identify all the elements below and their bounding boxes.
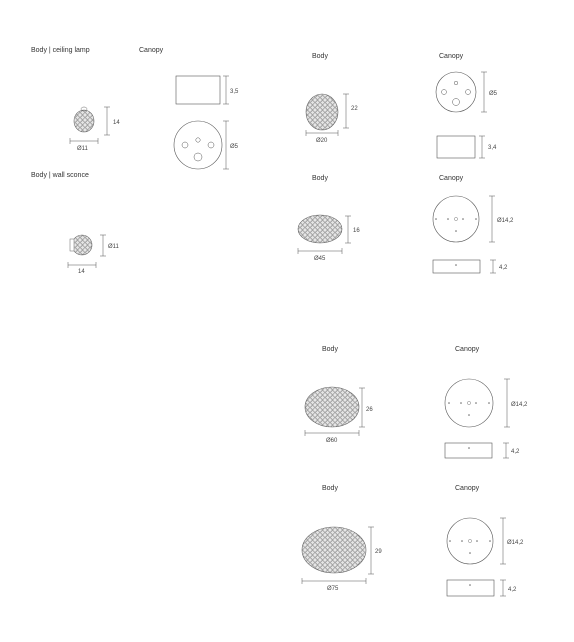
dim-diameter: Ø14,2 (497, 218, 514, 224)
lamp-body-shape (306, 94, 338, 130)
title-body-20: Body (312, 53, 328, 60)
dim-height: 29 (375, 549, 382, 555)
title-canopy-20: Canopy (439, 53, 464, 60)
dim-diameter: Ø5 (230, 144, 239, 150)
dim-diameter: Ø5 (489, 91, 498, 97)
dim-diameter: Ø20 (316, 138, 328, 144)
dim-height: 4,2 (511, 449, 520, 455)
title-body-ceiling-lamp: Body | ceiling lamp (31, 47, 90, 54)
canopy-side-view (437, 136, 475, 158)
canopy-side-view (433, 260, 480, 273)
dim-height: 4,2 (499, 265, 508, 271)
canopy-top-view (436, 72, 476, 112)
body-ceiling-lamp-drawing (70, 107, 120, 152)
dim-height: 22 (351, 106, 358, 112)
dim-height: 4,2 (508, 587, 517, 593)
canopy-20-drawing (436, 72, 498, 158)
canopy-small-drawing (174, 76, 239, 169)
dim-diameter: Ø75 (327, 586, 339, 592)
lamp-body-shape (305, 387, 359, 427)
sconce-body-shape (72, 235, 92, 255)
dim-diameter: Ø11 (108, 244, 119, 250)
canopy-45-drawing (433, 196, 514, 273)
title-canopy-75: Canopy (455, 485, 480, 492)
body-60-drawing (305, 387, 373, 444)
title-canopy-small: Canopy (139, 47, 164, 54)
canopy-top-view (174, 121, 222, 169)
canopy-top-view (445, 379, 493, 427)
title-canopy-60: Canopy (455, 346, 480, 353)
body-45-drawing (298, 215, 360, 262)
dim-length: 14 (78, 269, 85, 275)
dim-height: 14 (113, 120, 120, 126)
title-canopy-45: Canopy (439, 175, 464, 182)
dim-diameter: Ø60 (326, 438, 338, 444)
canopy-top-view (433, 196, 479, 242)
dim-diameter: Ø14,2 (511, 402, 528, 408)
dim-height: 3,4 (488, 145, 497, 151)
canopy-top-view (447, 518, 493, 564)
dim-height: 3,5 (230, 89, 239, 95)
lamp-body-shape (74, 110, 94, 132)
canopy-side-view (447, 580, 494, 596)
canopy-60-drawing (445, 379, 528, 458)
body-75-drawing (302, 527, 382, 592)
canopy-side-view (445, 443, 492, 458)
body-20-drawing (306, 94, 358, 144)
dim-diameter: Ø14,2 (507, 540, 524, 546)
canopy-side-view (176, 76, 220, 104)
dim-height: 26 (366, 407, 373, 413)
title-body-45: Body (312, 175, 328, 182)
dim-height: 16 (353, 228, 360, 234)
title-body-wall-sconce: Body | wall sconce (31, 172, 89, 179)
title-body-75: Body (322, 485, 338, 492)
canopy-75-drawing (447, 518, 524, 596)
lamp-body-shape (298, 215, 342, 243)
dim-diameter: Ø11 (77, 146, 88, 152)
lamp-body-shape (302, 527, 366, 573)
title-body-60: Body (322, 346, 338, 353)
dim-diameter: Ø45 (314, 256, 326, 262)
body-wall-sconce-drawing (68, 235, 120, 275)
